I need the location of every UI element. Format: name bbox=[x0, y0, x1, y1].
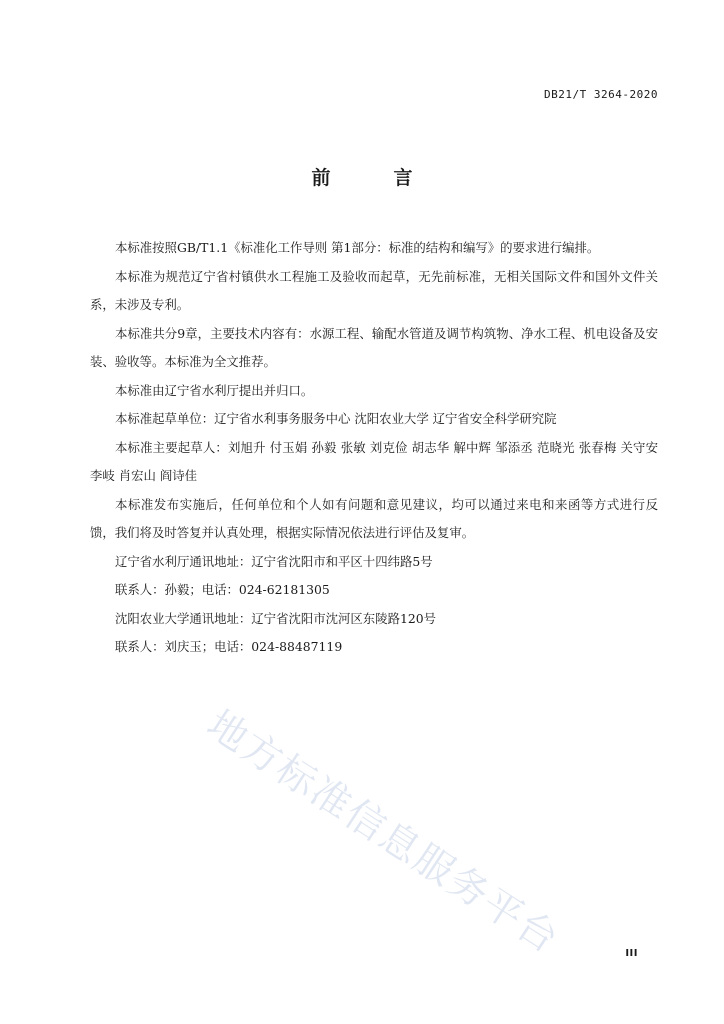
page-number: III bbox=[625, 948, 638, 959]
paragraph-drafting-units: 本标准起草单位：辽宁省水利事务服务中心 沈阳农业大学 辽宁省安全科学研究院 bbox=[115, 411, 557, 426]
paragraph-contents: 本标准共分9章，主要技术内容有：水源工程、输配水管道及调节构筑物、净水工程、机电设备及安装、验收等。本标准为全文推荐。 bbox=[90, 325, 658, 369]
paragraph-address-1: 辽宁省水利厅通讯地址：辽宁省沈阳市和平区十四纬路5号 bbox=[115, 553, 433, 569]
foreword-body bbox=[90, 234, 658, 662]
page-title: 前 言 bbox=[311, 167, 435, 189]
paragraph-basis: 本标准按照GB/T1.1《标准化工作导则 第1部分：标准的结构和编写》的要求进行编排。 bbox=[115, 240, 600, 255]
paragraph-feedback: 本标准发布实施后，任何单位和个人如有问题和意见建议，均可以通过来电和来函等方式进行反馈，我们将及时答复并认真处理，根据实际情况依法进行评估及复审。 bbox=[90, 496, 658, 540]
paragraph-address-2: 沈阳农业大学通讯地址：辽宁省沈阳市沈河区东陵路120号 bbox=[115, 610, 437, 626]
standard-number: DB21/T 3264-2020 bbox=[544, 88, 658, 101]
paragraph-contact-1: 联系人：孙毅；电话：024-62181305 bbox=[115, 582, 330, 597]
watermark: 地方标准信息服务平台 bbox=[198, 702, 568, 964]
paragraph-proposer: 本标准由辽宁省水利厅提出并归口。 bbox=[115, 382, 314, 398]
paragraph-contact-2: 联系人：刘庆玉；电话：024-88487119 bbox=[115, 639, 343, 654]
paragraph-purpose: 本标准为规范辽宁省村镇供水工程施工及验收而起草，无先前标准，无相关国际文件和国外文件关系，未涉及专利。 bbox=[90, 268, 658, 312]
paragraph-drafters: 本标准主要起草人：刘旭升 付玉娟 孙毅 张敏 刘克俭 胡志华 解中辉 邹添丞 范晓光 张春梅 关守安 李岐 肖宏山 阎诗佳 bbox=[90, 439, 658, 483]
